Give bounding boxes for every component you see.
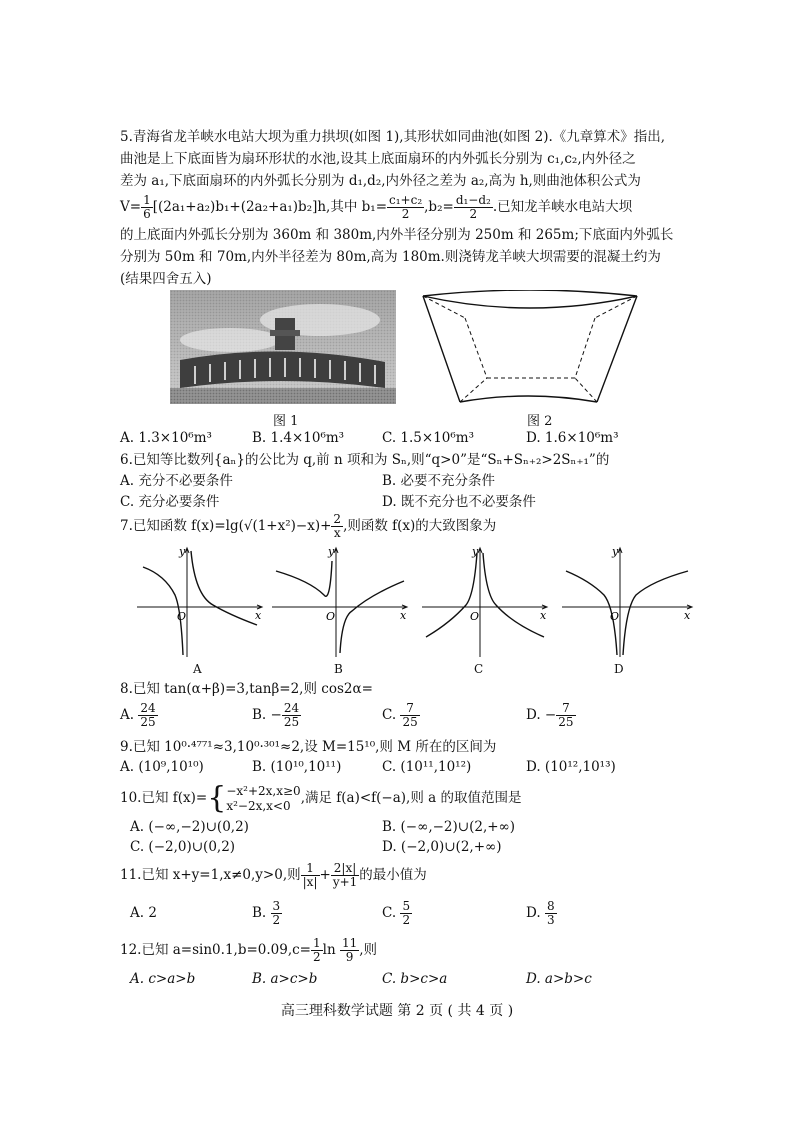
graph-a-x-label: x [255, 609, 262, 622]
q5-line-4: V= $\frac{1}{6}$ [(2a₁+a₂)b₁+(2a₂+a₁)b₂]h,其中 b₁= $\frac{\text{c₁+c₂}}{2}$ ,b₂= $\frac{\text{d₁−d₂}}{2}$ .已知龙羊峡水电站大坝 [120, 193, 633, 221]
q5-line-1: 5.青海省龙羊峡水电站大坝为重力拱坝(如图 1),其形状如同曲池(如图 2).《九章算术》指出, [120, 129, 666, 145]
graph-b-label: B [334, 662, 343, 676]
fig1-caption: 图 1 [273, 414, 299, 429]
graph-c-origin: O [470, 610, 480, 623]
graph-b-x-label: x [400, 609, 407, 622]
fig2-caption: 图 2 [527, 414, 553, 429]
q6-option-a: A. 充分不必要条件 [120, 473, 233, 489]
q5-frac-b2: $\frac{\text{d₁−d₂}}{2}$ [455, 193, 491, 221]
q8-option-b: B. − $\frac{24}{25}$ [252, 701, 300, 729]
q10-option-a: A. (−∞,−2)∪(0,2) [130, 819, 249, 835]
curved-pool-figure [415, 290, 645, 406]
graph-c-label: C [474, 662, 484, 676]
q9-option-b: B. (10¹⁰,10¹¹) [252, 759, 342, 775]
q12-option-d: D. a>b>c [526, 971, 592, 987]
q11-option-a: A. 2 [130, 905, 157, 921]
q12-stem: 12.已知 a=sin0.1,b=0.09,c= $\frac{1}{2}$ ln $\frac{11}{9}$ ,则 [120, 936, 378, 964]
q11-frac-2: $\frac{2|x|}{y+1}$ [332, 861, 358, 889]
q9-option-c: C. (10¹¹,10¹²) [382, 759, 472, 775]
q11-option-d: D. $\frac{8}{3}$ [526, 899, 555, 927]
q5-option-a: A. 1.3×10⁶m³ [120, 430, 212, 446]
page-footer: 高三理科数学试题 第 2 页 ( 共 4 页 ) [280, 1003, 514, 1019]
graph-a [135, 545, 265, 660]
q11-option-c: C. $\frac{5}{2}$ [382, 899, 411, 927]
graph-c [420, 545, 550, 660]
q5-frac-one-sixth: $\frac{1}{6}$ [143, 193, 151, 221]
q5-line-5: 的上底面内外弧长分别为 360m 和 380m,内外半径分别为 250m 和 265m;下底面内外弧长 [120, 227, 674, 243]
q7-stem: 7.已知函数 f(x)=lg(√(1+x²)−x)+ $\frac{2}{x}$ ,则函数 f(x)的大致图象为 [120, 512, 497, 540]
q6-option-b: B. 必要不充分条件 [382, 473, 496, 489]
graph-c-y-label: y [472, 545, 479, 558]
graph-a-y-label: y [179, 545, 186, 558]
q9-stem: 9.已知 10⁰·⁴⁷⁷¹≈3,10⁰·³⁰¹≈2,设 M=15¹⁰,则 M 所在的区间为 [120, 739, 497, 755]
graph-b-y-label: y [328, 545, 335, 558]
q5-line-7: (结果四舍五入) [120, 271, 212, 287]
q12-frac-eleven-ninths: $\frac{11}{9}$ [341, 936, 358, 964]
q7-frac: $\frac{2}{x}$ [333, 512, 342, 540]
q8-option-d: D. − $\frac{7}{25}$ [526, 701, 574, 729]
graph-c-x-label: x [540, 609, 547, 622]
q5-line-2: 曲池是上下底面皆为扇环形状的水池,设其上底面扇环的内外弧长分别为 c₁,c₂,内外径之 [120, 151, 636, 167]
q6-option-c: C. 充分必要条件 [120, 494, 220, 510]
q10-option-c: C. (−2,0)∪(0,2) [130, 839, 236, 855]
q10-piecewise: −x²+2x,x≥0 x²−2x,x<0 [226, 783, 301, 813]
q9-option-d: D. (10¹²,10¹³) [526, 759, 616, 775]
graph-b [270, 545, 410, 660]
graph-d-x-label: x [684, 609, 691, 622]
q11-stem: 11.已知 x+y=1,x≠0,y>0,则 $\frac{1}{|x|}$ + $\frac{2|x|}{y+1}$ 的最小值为 [120, 861, 427, 889]
q10-option-b: B. (−∞,−2)∪(2,+∞) [382, 819, 516, 835]
q10-brace: { [207, 780, 227, 816]
q8-option-a: A. $\frac{24}{25}$ [120, 701, 156, 729]
graph-b-origin: O [326, 610, 336, 623]
q12-frac-half: $\frac{1}{2}$ [313, 936, 321, 964]
q5-line-6: 分别为 50m 和 70m,内外半径差为 80m,高为 180m.则浇铸龙羊峡大坝需要的混凝土约为 [120, 249, 661, 265]
graph-d [560, 545, 695, 660]
q9-option-a: A. (10⁹,10¹⁰) [120, 759, 204, 775]
q11-frac-1: $\frac{1}{|x|}$ [302, 861, 318, 889]
q10-option-d: D. (−2,0)∪(2,+∞) [382, 839, 502, 855]
graph-d-y-label: y [612, 545, 619, 558]
q8-option-c: C. $\frac{7}{25}$ [382, 701, 418, 729]
dam-photo-figure [170, 290, 396, 404]
q8-stem: 8.已知 tan(α+β)=3,tanβ=2,则 cos2α= [120, 681, 373, 697]
q12-option-a: A. c>a>b [130, 971, 196, 987]
graph-d-label: D [614, 662, 624, 676]
q6-option-d: D. 既不充分也不必要条件 [382, 494, 536, 510]
q5-option-c: C. 1.5×10⁶m³ [382, 430, 475, 446]
q11-option-b: B. $\frac{3}{2}$ [252, 899, 281, 927]
graph-d-origin: O [610, 610, 620, 623]
graph-a-label: A [193, 662, 202, 676]
q5-frac-b1: $\frac{\text{c₁+c₂}}{2}$ [389, 193, 423, 221]
q5-option-d: D. 1.6×10⁶m³ [526, 430, 619, 446]
graph-a-origin: O [177, 610, 187, 623]
q6-stem: 6.已知等比数列{aₙ}的公比为 q,前 n 项和为 Sₙ,则“q>0”是“Sₙ+Sₙ₊₂>2Sₙ₊₁”的 [120, 452, 610, 468]
q5-option-b: B. 1.4×10⁶m³ [252, 430, 345, 446]
q12-option-c: C. b>c>a [382, 971, 448, 987]
q5-line-3: 差为 a₁,下底面扇环的内外弧长分别为 d₁,d₂,内外径之差为 a₂,高为 h,则曲池体积公式为 [120, 173, 641, 189]
q10-stem: 10.已知 f(x)={ −x²+2x,x≥0 x²−2x,x<0 ,满足 f(a)<f(−a),则 a 的取值范围是 [120, 780, 522, 816]
q12-option-b: B. a>c>b [252, 971, 318, 987]
